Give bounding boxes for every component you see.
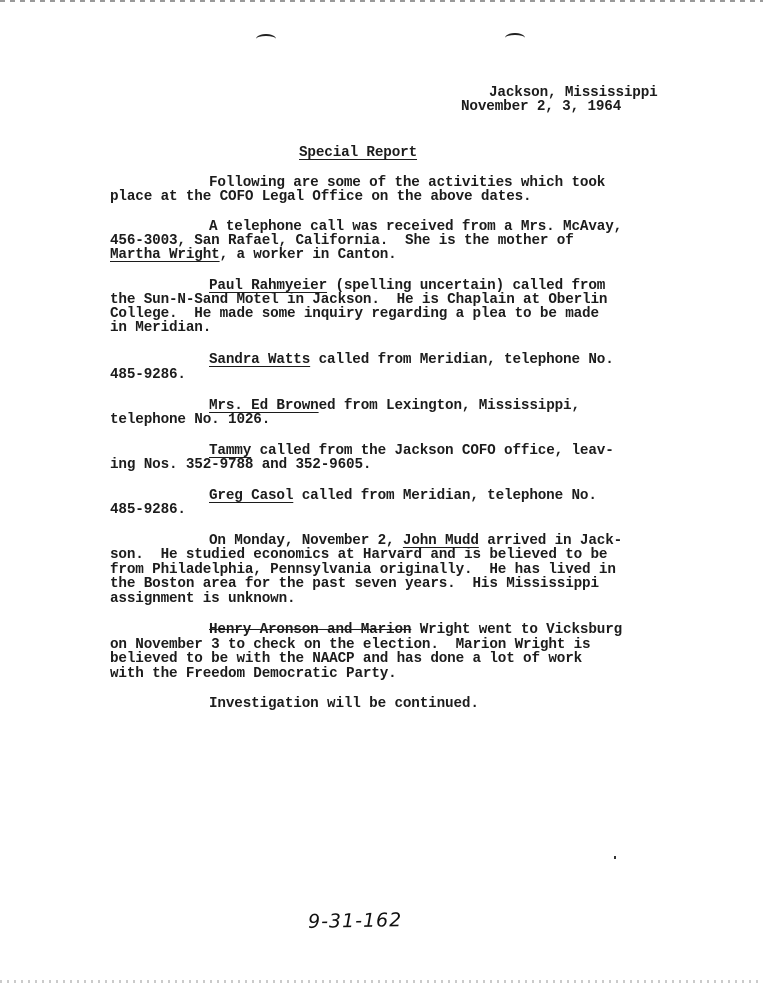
underlined-name: Greg Casol <box>209 488 294 504</box>
report-title: Special Report <box>299 145 418 161</box>
paragraph-line: with the Freedom Democratic Party. <box>110 666 397 682</box>
paragraph-line: place at the COFO Legal Office on the above dates. <box>110 189 532 205</box>
paragraph-line: in Meridian. <box>110 320 212 336</box>
paragraph-line: from Philadelphia, Pennsylvania originally. He has lived in <box>110 562 616 578</box>
paragraph-line: telephone No. 1026. <box>110 412 271 428</box>
underlined-name: Paul Rahmyeier <box>209 278 328 294</box>
underlined-name: Mrs. Ed Brown <box>209 398 319 414</box>
paragraph-line: Tammy called from the Jackson COFO office, leav- <box>209 443 614 459</box>
paragraph-line: 456-3003, San Rafael, California. She is the mother of <box>110 233 574 249</box>
paragraph-line: believed to be with the NAACP and has done a lot of work <box>110 651 583 667</box>
handwritten-file-number: 9-31-162 <box>307 909 403 933</box>
paragraph-line: A telephone call was received from a Mrs. McAvay, <box>209 219 623 235</box>
paragraph-line: Greg Casol called from Meridian, telephone No. <box>209 488 597 504</box>
paragraph-line: Sandra Watts called from Meridian, telephone No. <box>209 352 614 368</box>
paragraph-line: Paul Rahmyeier (spelling uncertain) called from <box>209 278 606 294</box>
paragraph-line: the Sun-N-Sand Motel in Jackson. He is Chaplain at Oberlin <box>110 292 608 308</box>
paragraph-line: assignment is unknown. <box>110 591 296 607</box>
paragraph-line: 485-9286. <box>110 367 186 383</box>
underlined-name: Tammy <box>209 443 252 459</box>
paragraph-line-rest: , a worker in Canton. <box>219 247 397 263</box>
paragraph-line: son. He studied economics at Harvard and is believed to be <box>110 547 608 563</box>
struck-text: Henry Aronson and Marion <box>209 622 412 638</box>
paragraph-line: College. He made some inquiry regarding a plea to be made <box>110 306 599 322</box>
underlined-name: Martha Wright <box>110 247 220 263</box>
paragraph-line: Investigation will be continued. <box>209 696 479 712</box>
paragraph-line: Following are some of the activities which took <box>209 175 606 191</box>
paragraph-line: 485-9286. <box>110 502 186 518</box>
paragraph-line: on November 3 to check on the election. Marion Wright is <box>110 637 591 653</box>
paragraph-line: ing Nos. 352-9788 and 352-9605. <box>110 457 372 473</box>
scan-speck <box>614 856 616 859</box>
paragraph-line: the Boston area for the past seven years. His Mississippi <box>110 576 599 592</box>
underlined-name: John Mudd <box>402 533 479 549</box>
paragraph-line: Henry Aronson and Marion Wright went to Vicksburg <box>209 622 623 638</box>
header-location: Jackson, Mississippi <box>489 85 658 101</box>
paragraph-line: On Monday, November 2, John Mudd arrived in Jack- <box>209 533 623 549</box>
underlined-name: Sandra Watts <box>209 352 311 368</box>
paragraph-line: Mrs. Ed Browned from Lexington, Mississippi, <box>209 398 580 414</box>
header-date: November 2, 3, 1964 <box>461 99 622 115</box>
paragraph-line <box>110 248 397 263</box>
